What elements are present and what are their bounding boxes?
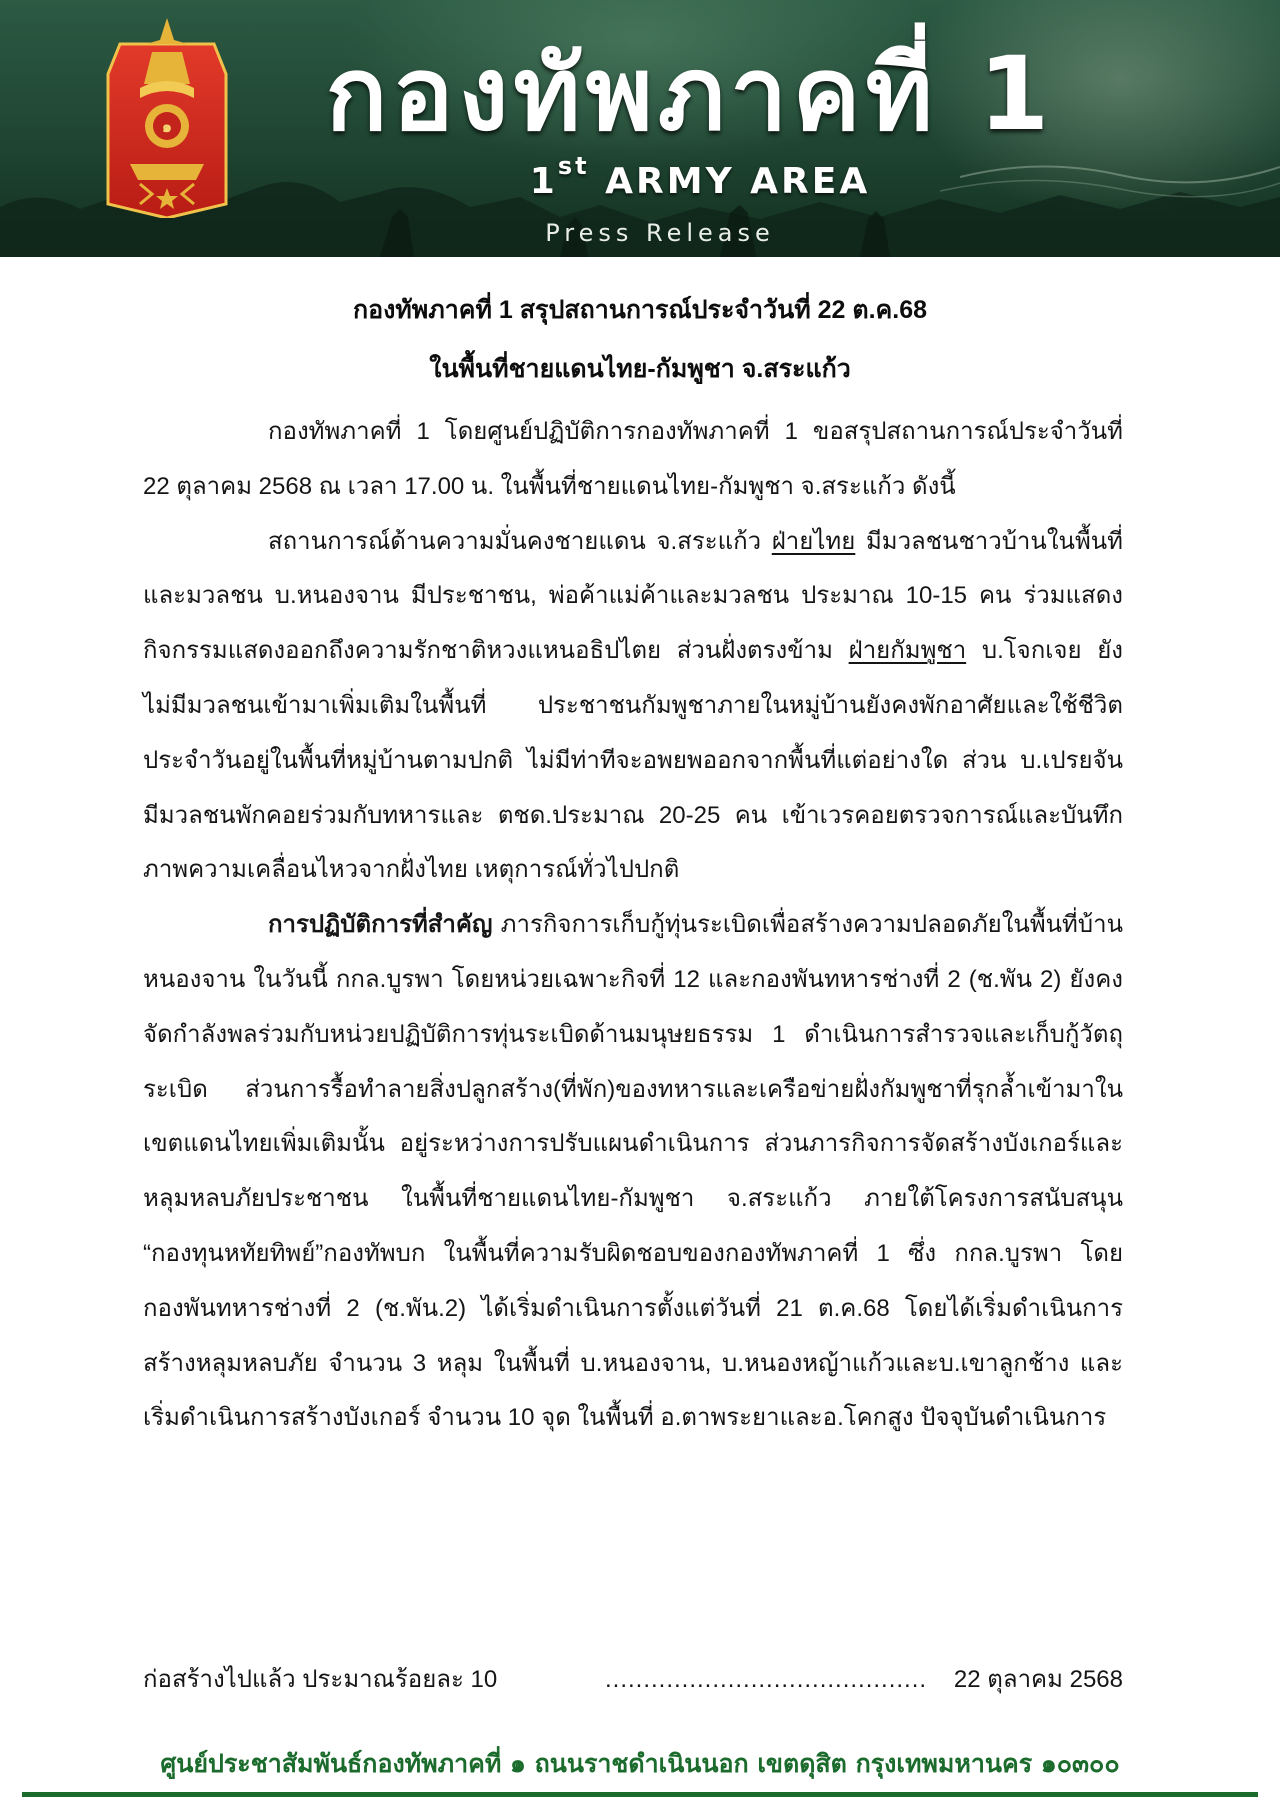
- cambodia-side-label: ฝ่ายกัมพูชา: [848, 637, 967, 665]
- header-title-thai: กองทัพภาคที่ 1: [325, 35, 1055, 154]
- intro-paragraph: กองทัพภาคที่ 1 โดยศูนย์ปฏิบัติการกองทัพภาคที่ 1 ขอสรุปสถานการณ์ประจำวันที่ 22 ตุลาคม 2568 ณ เวลา 17.00 น. ในพื้นที่ชายแดนไทย-กัมพูชา จ.สระแก้ว ดังนี้: [143, 418, 1123, 500]
- headline-line-2: ในพื้นที่ชายแดนไทย-กัมพูชา จ.สระแก้ว: [429, 355, 851, 383]
- closing-line: [143, 1660, 1123, 1700]
- headline-line-1: กองทัพภาคที่ 1 สรุปสถานการณ์ประจำวันที่ 22 ต.ค.68: [352, 296, 928, 324]
- title-en-number: 1: [529, 161, 558, 202]
- situation-text-a: สถานการณ์ด้านความมั่นคงชายแดน จ.สระแก้ว: [268, 527, 772, 555]
- situation-paragraph: [143, 515, 1123, 899]
- header-banner: [0, 0, 1280, 257]
- release-date: 22 ตุลาคม 2568: [953, 1666, 1123, 1693]
- document-body: [143, 405, 1123, 1446]
- operations-paragraph: [143, 898, 1123, 1446]
- operations-label: การปฏิบัติการที่สำคัญ: [268, 911, 493, 939]
- thai-side-label: ฝ่ายไทย: [771, 527, 856, 555]
- footer-address: ศูนย์ประชาสัมพันธ์กองทัพภาคที่ ๑ ถนนราชดำเนินนอก เขตดุสิต กรุงเทพมหานคร ๑๐๓๐๐: [160, 1749, 1120, 1778]
- title-en-rest: ARMY AREA: [589, 161, 871, 202]
- closing-dots: ..........................................: [605, 1666, 928, 1693]
- footer-divider: [22, 1792, 1258, 1797]
- situation-text-c: บ.โจกเจย ยังไม่มีมวลชนเข้ามาเพิ่มเติมในพื้นที่ ประชาชนกัมพูชาภายในหมู่บ้านยังคงพักอาศัยและใช้ชีวิตประจำวันอยู่ในพื้นที่หมู่บ้านตามปกติ ไม่มีท่าทีจะอพยพออกจากพื้นที่แต่อย่างใด ส่วน บ.เปรยจัน มีมวลชนพักคอยร่วมกับทหารและ ตชด.ประมาณ 20-25 คน เข้าเวรคอยตรวจการณ์และบันทึกภาพความเคลื่อนไหวจากฝั่งไทย เหตุการณ์ทั่วไปปกติ: [143, 637, 1123, 884]
- army-area-emblem-icon: [100, 14, 234, 218]
- press-release-label: Press Release: [545, 219, 775, 247]
- header-title-english: [440, 150, 960, 204]
- closing-line-text: ก่อสร้างไปแล้ว ประมาณร้อยละ 10: [143, 1666, 498, 1693]
- situation-text-b: มีมวลชนชาวบ้านในพื้นที่และมวลชน บ.หนองจาน มีประชาชน, พ่อค้าแม่ค้าและมวลชน ประมาณ 10-15 คน ร่วมแสดงกิจกรรมแสดงออกถึงความรักชาติหวงแหนอธิปไตย ส่วนฝั่งตรงข้าม: [143, 527, 1123, 665]
- operations-text: ภารกิจการเก็บกู้ทุ่นระเบิดเพื่อสร้างความปลอดภัยในพื้นที่บ้านหนองจาน ในวันนี้ กกล.บูรพา โดยหน่วยเฉพาะกิจที่ 12 และกองพันทหารช่างที่ 2 (ช.พัน 2) ยังคงจัดกำลังพลร่วมกับหน่วยปฏิบัติการทุ่นระเบิดด้านมนุษยธรรม 1 ดำเนินการสำรวจและเก็บกู้วัตถุระเบิด ส่วนการรื้อทำลายสิ่งปลูกสร้าง(ที่พัก)ของทหารและเครือข่ายฝั่งกัมพูชาที่รุกล้ำเข้ามาในเขตแดนไทยเพิ่มเติมนั้น อยู่ระหว่างการปรับแผนดำเนินการ ส่วนภารกิจการจัดสร้างบังเกอร์และหลุมหลบภัยประชาชน ในพื้นที่ชายแดนไทย-กัมพูชา จ.สระแก้ว ภายใต้โครงการสนับสนุน “กองทุนหทัยทิพย์”กองทัพบก ในพื้นที่ความรับผิดชอบของกองทัพภาคที่ 1 ซึ่ง กกล.บูรพา โดยกองพันทหารช่างที่ 2 (ช.พัน.2) ได้เริ่มดำเนินการตั้งแต่วันที่ 21 ต.ค.68 โดยได้เริ่มดำเนินการสร้างหลุมหลบภัย จำนวน 3 หลุม ในพื้นที่ บ.หนองจาน, บ.หนองหญ้าแก้วและบ.เขาลูกช้าง และเริ่มดำเนินการสร้างบังเกอร์ จำนวน 10 จุด ในพื้นที่ อ.ตาพระยาและอ.โคกสูง ปัจจุบันดำเนินการ: [143, 911, 1123, 1432]
- title-en-superscript: st: [557, 152, 590, 180]
- svg-text:๑: ๑: [161, 117, 173, 136]
